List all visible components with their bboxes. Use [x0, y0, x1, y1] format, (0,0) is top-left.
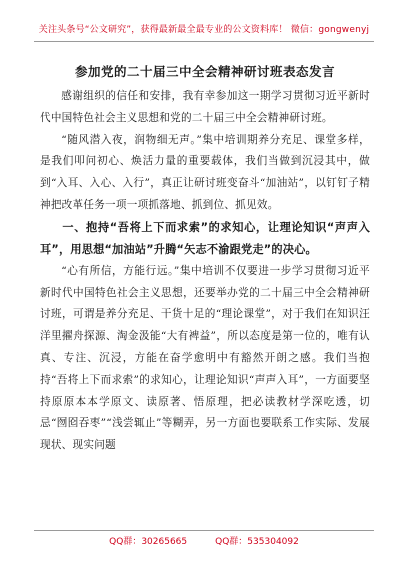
- document-body: [40, 86, 370, 457]
- paragraph-intro: 感谢组织的信任和安排，我有幸参加这一期学习贯彻习近平新时代中国特色社会主义思想和党的二十届三中全会精神研讨班。: [40, 90, 370, 124]
- header-note: 关注头条号“公文研究”，获得最新最全最专业的公文资料库！ 微信：gongwenyj: [38, 25, 370, 35]
- section-heading-1: 一、抱持“吾将上下而求索”的求知心，让理论知识“声声入耳”，用思想“加油站”升腾“矢志不渝跟党走”的决心。: [40, 220, 370, 256]
- page-footer: [34, 530, 374, 547]
- footer-qq-group-1: QQ群：30265665: [109, 537, 188, 547]
- footer-qq-group-2: QQ群：535304092: [215, 537, 299, 547]
- section-paragraph-1: “心有所信，方能行远。”集中培训不仅要进一步学习贯彻习近平新时代中国特色社会主义思想，还要举办党的二十届三中全会精神研讨班，可谓是养分充足、干货十足的“理论课堂”，对于我们在知识汪洋里擢舟探源、淘金汲能“大有裨益”，所以态度是第一位的，唯有认真、专注、沉浸，方能在奋学愈明中有豁然开朗之感。我们当抱持“吾将上下而求索”的求知心，让理论知识“声声入耳”，一方面要坚持原原本本学原文、读原著、悟原理，把必读教材学深吃透，切忌“囫囵吞枣”“浅尝辄止”等糊弄，另一方面也要联系工作实际、发展现状、现实问题: [40, 264, 370, 452]
- paragraph-opening: “随风潜入夜，润物细无声。”集中培训期养分充足、课堂多样，是我们叩问初心、焕活力量的重要载体，我们当做到沉浸其中，做到“入耳、入心、入行”，真正让研讨班变奋斗“加油站”，以钉钉子精神把改革任务一项一项抓落地、抓到位、抓见效。: [40, 133, 370, 211]
- document-title: 参加党的二十届三中全会精神研讨班表态发言: [74, 64, 335, 79]
- page-header: [34, 22, 374, 42]
